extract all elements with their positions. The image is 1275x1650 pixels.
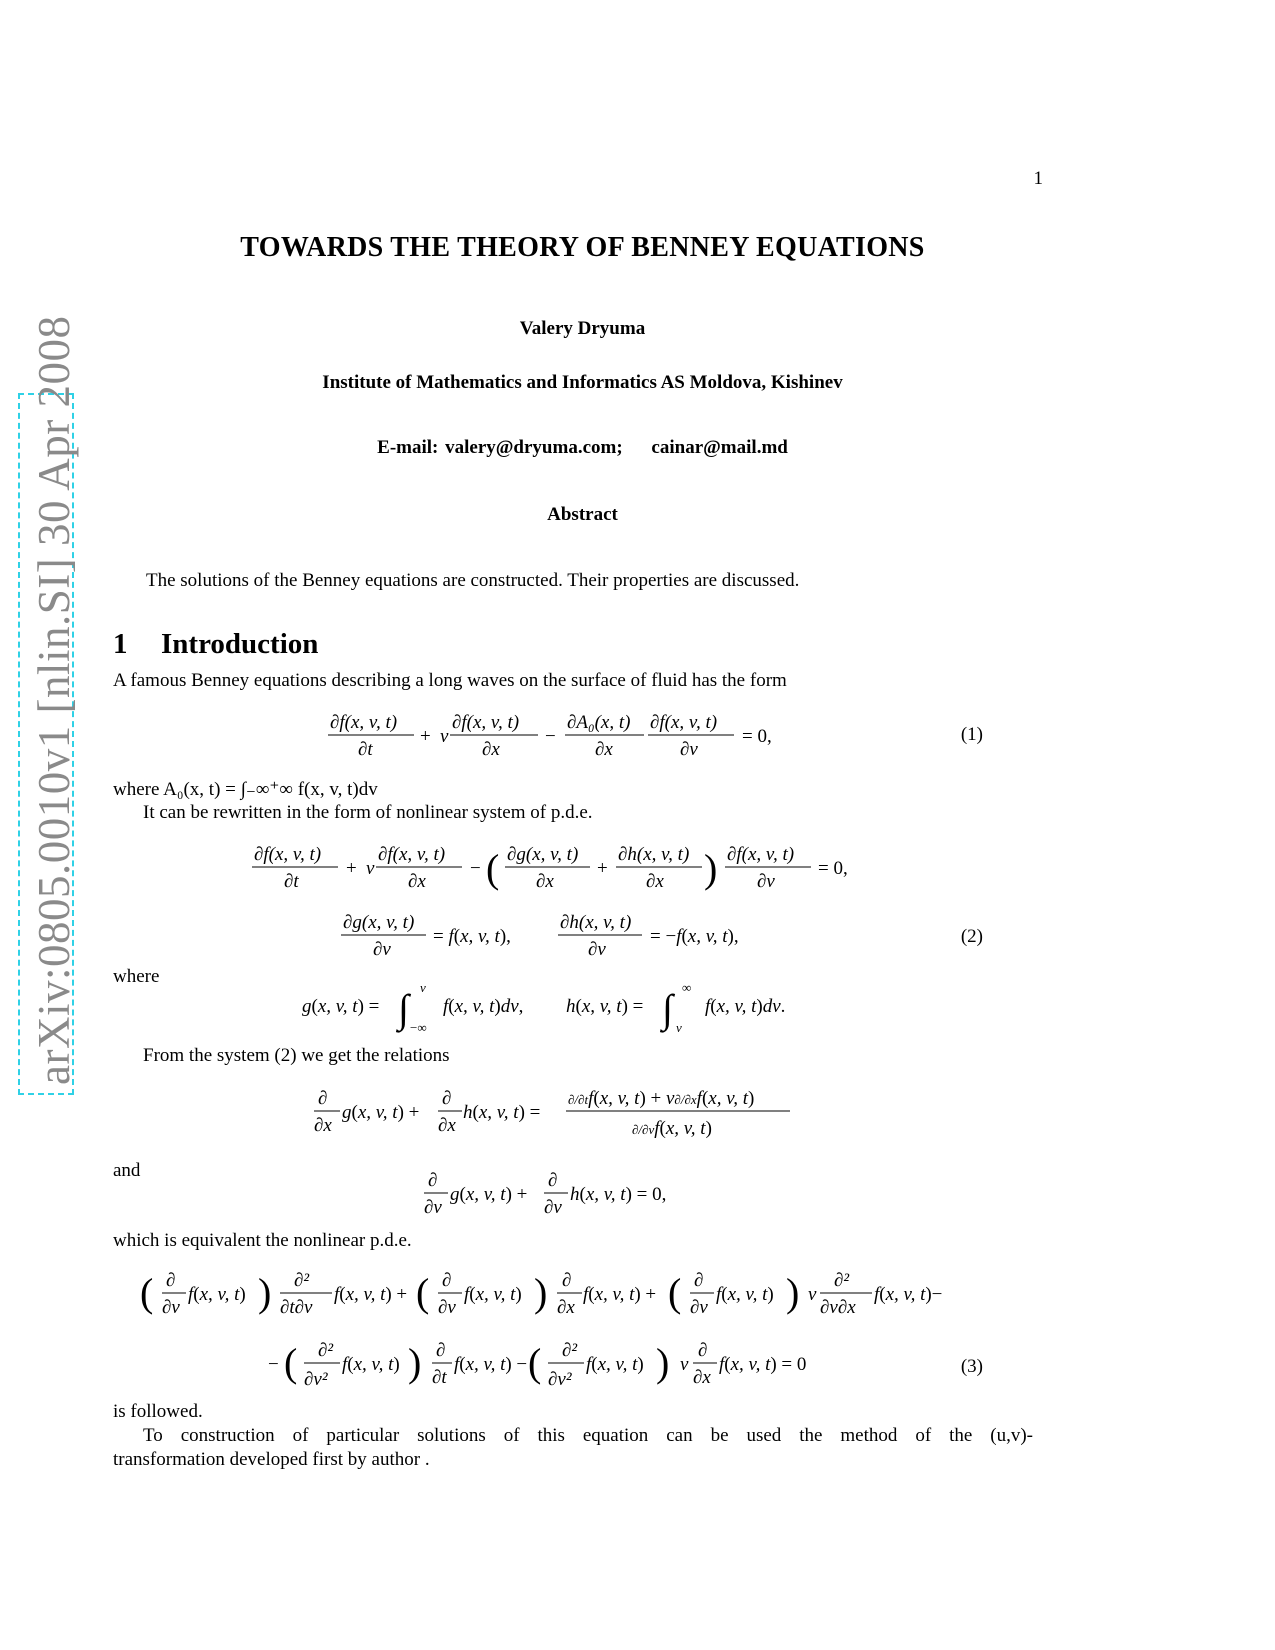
abstract-heading: Abstract xyxy=(547,504,618,525)
svg-text:−∞: −∞ xyxy=(410,1020,427,1035)
paragraph-4: which is equivalent the nonlinear p.d.e. xyxy=(113,1230,412,1251)
svg-text:(: ( xyxy=(284,1340,298,1385)
svg-text:∂: ∂ xyxy=(442,1270,452,1291)
paragraph-5: is followed. xyxy=(113,1401,203,1422)
svg-text:g(x, v, t) +: g(x, v, t) + xyxy=(342,1102,420,1123)
svg-text:∂: ∂ xyxy=(698,1340,708,1361)
svg-text:v: v xyxy=(366,858,375,879)
svg-text:∂v: ∂v xyxy=(690,1297,708,1318)
svg-text:∂g(x, v, t): ∂g(x, v, t) xyxy=(507,844,579,865)
svg-text:∂x: ∂x xyxy=(314,1115,332,1136)
svg-text:g(x, v, t) =: g(x, v, t) = xyxy=(302,996,380,1017)
svg-text:f(x, v, t)dv.: f(x, v, t)dv. xyxy=(705,996,786,1017)
svg-text:∂²: ∂² xyxy=(318,1340,334,1361)
svg-text:∂g(x, v, t): ∂g(x, v, t) xyxy=(343,912,415,933)
section-number: 1 xyxy=(113,628,128,660)
author-name: Valery Dryuma xyxy=(519,318,646,339)
equation-2-line-2 xyxy=(341,912,739,960)
svg-text:v: v xyxy=(676,1020,682,1035)
svg-text:∂x: ∂x xyxy=(482,739,500,760)
svg-text:f(x, v, t): f(x, v, t) xyxy=(586,1354,644,1375)
svg-text:∂: ∂ xyxy=(442,1088,452,1109)
svg-text:∂²: ∂² xyxy=(294,1270,310,1291)
svg-text:∂t: ∂t xyxy=(432,1367,447,1388)
svg-text:∂t: ∂t xyxy=(358,739,373,760)
svg-text:∂/∂vf(x, v, t): ∂/∂vf(x, v, t) xyxy=(632,1118,712,1139)
arxiv-stamp: arXiv:0805.0010v1 [nlin.SI] 30 Apr 2008 xyxy=(29,315,79,1085)
svg-text:−: − xyxy=(545,726,556,747)
svg-text:): ) xyxy=(258,1270,272,1315)
page-number: 1 xyxy=(1033,168,1043,189)
svg-text:∂v: ∂v xyxy=(373,939,391,960)
svg-text:∂v²: ∂v² xyxy=(304,1369,328,1390)
svg-text:h(x, v, t) = 0,: h(x, v, t) = 0, xyxy=(570,1184,667,1205)
svg-text:∂: ∂ xyxy=(166,1270,176,1291)
svg-text:∂x: ∂x xyxy=(408,871,426,892)
svg-text:= 0,: = 0, xyxy=(818,858,848,879)
svg-text:): ) xyxy=(408,1340,422,1385)
svg-text:f(x, v, t) −: f(x, v, t) − xyxy=(454,1354,528,1375)
svg-text:−: − xyxy=(268,1354,279,1375)
svg-text:∂x: ∂x xyxy=(536,871,554,892)
svg-text:= f(x, v, t),: = f(x, v, t), xyxy=(433,926,511,947)
svg-text:v: v xyxy=(680,1354,689,1375)
svg-text:g(x, v, t) +: g(x, v, t) + xyxy=(450,1184,528,1205)
svg-text:∂²: ∂² xyxy=(834,1270,850,1291)
svg-text:(: ( xyxy=(668,1270,682,1315)
svg-text:∂t∂v: ∂t∂v xyxy=(280,1297,313,1318)
svg-text:+: + xyxy=(597,858,608,879)
svg-text:f(x, v, t): f(x, v, t) xyxy=(464,1284,522,1305)
svg-text:): ) xyxy=(786,1270,800,1315)
equation-3-number: (3) xyxy=(960,1356,983,1377)
svg-text:∂f(x, v, t): ∂f(x, v, t) xyxy=(727,844,795,865)
paper-title: TOWARDS THE THEORY OF BENNEY EQUATIONS xyxy=(240,232,925,263)
svg-text:∂f(x, v, t): ∂f(x, v, t) xyxy=(650,712,718,733)
equation-2-line-1 xyxy=(252,844,848,892)
svg-text:∫: ∫ xyxy=(662,986,673,1031)
author-institution: Institute of Mathematics and Informatics AS Moldova, Kishinev xyxy=(322,372,843,393)
svg-text:∂f(x, v, t): ∂f(x, v, t) xyxy=(452,712,520,733)
svg-text:∂: ∂ xyxy=(548,1170,558,1191)
svg-text:f(x, v, t): f(x, v, t) xyxy=(188,1284,246,1305)
equation-g-h-definitions xyxy=(302,980,785,1035)
svg-text:f(x, v, t): f(x, v, t) xyxy=(342,1354,400,1375)
svg-text:∂t: ∂t xyxy=(284,871,299,892)
svg-text:∂v: ∂v xyxy=(424,1197,442,1218)
svg-text:∂f(x, v, t): ∂f(x, v, t) xyxy=(254,844,322,865)
svg-text:∂/∂tf(x, v, t) + v∂/∂xf(x, v,: ∂/∂tf(x, v, t) + v∂/∂xf(x, v, t) xyxy=(568,1088,755,1109)
svg-text:∂f(x, v, t): ∂f(x, v, t) xyxy=(378,844,446,865)
equation-3-line-2 xyxy=(268,1340,806,1390)
svg-text:∂h(x, v, t): ∂h(x, v, t) xyxy=(560,912,632,933)
svg-text:∂: ∂ xyxy=(436,1340,446,1361)
svg-text:∂: ∂ xyxy=(318,1088,328,1109)
svg-text:= −f(x, v, t),: = −f(x, v, t), xyxy=(650,926,739,947)
svg-text:∂v: ∂v xyxy=(544,1197,562,1218)
svg-text:∂x: ∂x xyxy=(557,1297,575,1318)
email-link-1[interactable]: valery@dryuma.com; xyxy=(445,437,623,458)
email-label: E-mail: xyxy=(377,437,439,458)
svg-text:f(x, v, t) = 0: f(x, v, t) = 0 xyxy=(719,1354,807,1375)
svg-text:(: ( xyxy=(140,1270,154,1315)
paragraph-1: A famous Benney equations describing a long waves on the surface of fluid has the form xyxy=(113,670,787,691)
svg-text:f(x, v, t): f(x, v, t) xyxy=(716,1284,774,1305)
svg-text:∂v∂x: ∂v∂x xyxy=(820,1297,856,1318)
svg-text:∂v: ∂v xyxy=(438,1297,456,1318)
equation-relation-2 xyxy=(424,1170,666,1218)
paragraph-6-line-1: To construction of particular solutions of this equation can be used the method of the (u,v)- xyxy=(143,1425,1033,1446)
svg-text:h(x, v, t) =: h(x, v, t) = xyxy=(566,996,644,1017)
svg-text:∂h(x, v, t): ∂h(x, v, t) xyxy=(618,844,690,865)
svg-text:∂v: ∂v xyxy=(162,1297,180,1318)
svg-text:∫: ∫ xyxy=(398,986,409,1031)
email-link-2[interactable]: cainar@mail.md xyxy=(651,437,788,458)
paragraph-2: It can be rewritten in the form of nonlinear system of p.d.e. xyxy=(143,802,593,823)
equation-relation-1 xyxy=(314,1088,790,1139)
svg-text:+: + xyxy=(346,858,357,879)
svg-text:v: v xyxy=(420,980,426,995)
svg-text:): ) xyxy=(704,846,718,891)
svg-text:−: − xyxy=(470,858,481,879)
svg-text:v: v xyxy=(440,726,449,747)
svg-text:h(x, v, t) =: h(x, v, t) = xyxy=(463,1102,541,1123)
section-title: Introduction xyxy=(161,628,319,660)
svg-text:f(x, v, t)−: f(x, v, t)− xyxy=(874,1284,943,1305)
svg-text:∂A₀(x, t): ∂A₀(x, t) xyxy=(567,712,631,733)
svg-text:(: ( xyxy=(486,846,500,891)
svg-text:+: + xyxy=(420,726,431,747)
svg-text:∂v: ∂v xyxy=(757,871,775,892)
paragraph-3: From the system (2) we get the relations xyxy=(143,1045,450,1066)
svg-text:): ) xyxy=(534,1270,548,1315)
equation-3-line-1 xyxy=(140,1270,942,1318)
svg-text:∂x: ∂x xyxy=(693,1367,711,1388)
svg-text:∂²: ∂² xyxy=(562,1340,578,1361)
svg-text:f(x, v, t) +: f(x, v, t) + xyxy=(334,1284,408,1305)
svg-text:∂v: ∂v xyxy=(588,939,606,960)
svg-text:(: ( xyxy=(528,1340,542,1385)
svg-text:f(x, v, t)dv,: f(x, v, t)dv, xyxy=(443,996,524,1017)
equation-1 xyxy=(328,712,772,760)
paragraph-where: where xyxy=(113,966,160,987)
paragraph-where-a0: where A₀(x, t) = ∫₋∞⁺∞ f(x, v, t)dv xyxy=(113,779,378,800)
svg-text:∂x: ∂x xyxy=(646,871,664,892)
svg-text:(: ( xyxy=(416,1270,430,1315)
paragraph-and: and xyxy=(113,1160,141,1181)
equation-2-number: (2) xyxy=(960,926,983,947)
svg-text:∂v: ∂v xyxy=(680,739,698,760)
svg-text:∂: ∂ xyxy=(428,1170,438,1191)
svg-text:∂f(x, v, t): ∂f(x, v, t) xyxy=(330,712,398,733)
svg-text:): ) xyxy=(656,1340,670,1385)
svg-text:f(x, v, t) +: f(x, v, t) + xyxy=(583,1284,657,1305)
svg-text:∂: ∂ xyxy=(694,1270,704,1291)
svg-text:∂x: ∂x xyxy=(438,1115,456,1136)
abstract-text: The solutions of the Benney equations are constructed. Their properties are discussed. xyxy=(146,570,800,591)
svg-text:= 0,: = 0, xyxy=(742,726,772,747)
svg-text:v: v xyxy=(808,1284,817,1305)
svg-text:∂x: ∂x xyxy=(595,739,613,760)
svg-text:∞: ∞ xyxy=(682,980,692,995)
equation-1-number: (1) xyxy=(960,724,983,745)
svg-text:∂v²: ∂v² xyxy=(548,1369,572,1390)
paragraph-6-line-2: transformation developed first by author . xyxy=(113,1449,430,1470)
svg-text:∂: ∂ xyxy=(562,1270,572,1291)
